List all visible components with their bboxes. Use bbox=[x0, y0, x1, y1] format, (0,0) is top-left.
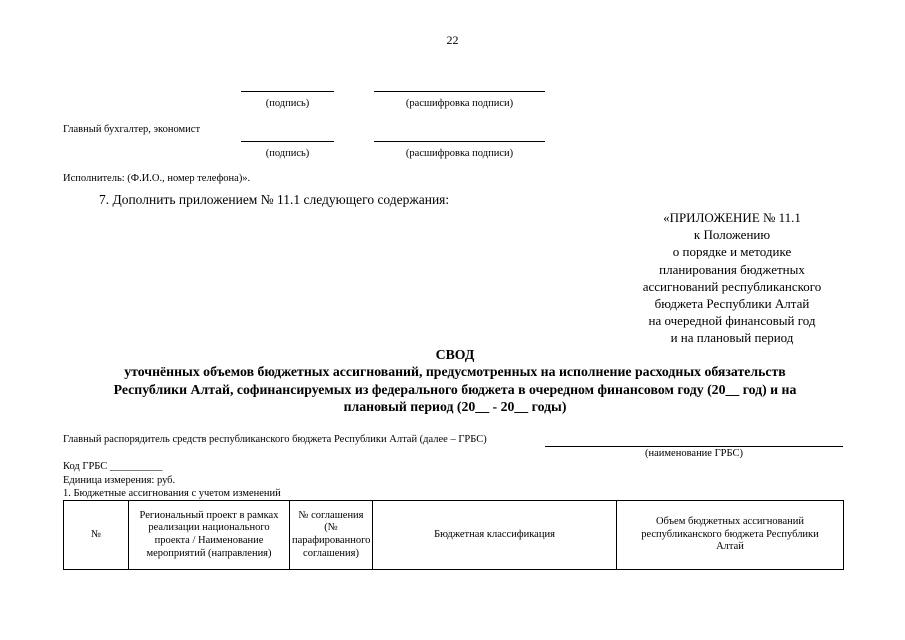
appendix-line: бюджета Республики Алтай bbox=[654, 296, 810, 312]
signature-caption: (подпись) bbox=[265, 148, 310, 159]
section-1-label: 1. Бюджетные ассигнования с учетом изменений bbox=[63, 488, 281, 499]
signature-line bbox=[241, 141, 334, 142]
document-title bbox=[70, 346, 840, 416]
appendix-line: «ПРИЛОЖЕНИЕ № 11.1 bbox=[663, 210, 801, 225]
signature-decoding-line bbox=[374, 91, 545, 92]
appendix-header bbox=[617, 209, 847, 347]
table-header-row bbox=[64, 501, 844, 570]
col-header-allocation-volume: Объем бюджетных ассигнований республиканского бюджета Республики Алтай bbox=[617, 501, 844, 570]
budget-allocations-table bbox=[63, 500, 844, 570]
title-subtitle-line: Республики Алтай, софинансируемых из федерального бюджета в очередном финансовом году (20__ год) и на bbox=[113, 381, 797, 397]
title-subtitle-line: уточнённых объемов бюджетных ассигнований, предусмотренных на исполнение расходных обязательств bbox=[124, 364, 786, 380]
signature-decoding-caption: (расшифровка подписи) bbox=[405, 98, 514, 109]
col-header-agreement-number: № соглашения (№ парафированного соглашения) bbox=[290, 501, 373, 570]
signature-decoding-line bbox=[374, 141, 545, 142]
appendix-line: планирования бюджетных bbox=[659, 261, 805, 277]
grbs-name-line bbox=[545, 446, 843, 447]
grbs-name-caption: (наименование ГРБС) bbox=[645, 448, 743, 459]
item-7-text: 7. Дополнить приложением № 11.1 следующего содержания: bbox=[99, 192, 450, 207]
page-number: 22 bbox=[446, 33, 459, 47]
unit-label: Единица измерения: руб. bbox=[63, 475, 176, 486]
signature-decoding-caption: (расшифровка подписи) bbox=[405, 148, 514, 159]
col-header-regional-project: Региональный проект в рамках реализации национального проекта / Наименование мероприятий (направления) bbox=[129, 501, 290, 570]
title-subtitle-line: плановый период (20__ - 20__ годы) bbox=[343, 399, 567, 415]
appendix-line: к Положению bbox=[693, 227, 771, 243]
grbs-label: Главный распорядитель средств республиканского бюджета Республики Алтай (далее – ГРБС) bbox=[63, 434, 487, 445]
appendix-line: и на плановый период bbox=[670, 330, 794, 346]
chief-accountant-label: Главный бухгалтер, экономист bbox=[63, 124, 201, 135]
title-heading: СВОД bbox=[435, 347, 475, 362]
appendix-line: о порядке и методике bbox=[672, 244, 792, 260]
signature-line bbox=[241, 91, 334, 92]
grbs-code-label: Код ГРБС __________ bbox=[63, 461, 163, 472]
executor-line: Исполнитель: (Ф.И.О., номер телефона)». bbox=[63, 173, 251, 184]
col-header-budget-classification: Бюджетная классификация bbox=[373, 501, 617, 570]
appendix-line: на очередной финансовый год bbox=[648, 313, 816, 329]
appendix-line: ассигнований республиканского bbox=[642, 278, 822, 294]
signature-caption: (подпись) bbox=[265, 98, 310, 109]
col-header-number: № bbox=[64, 501, 129, 570]
